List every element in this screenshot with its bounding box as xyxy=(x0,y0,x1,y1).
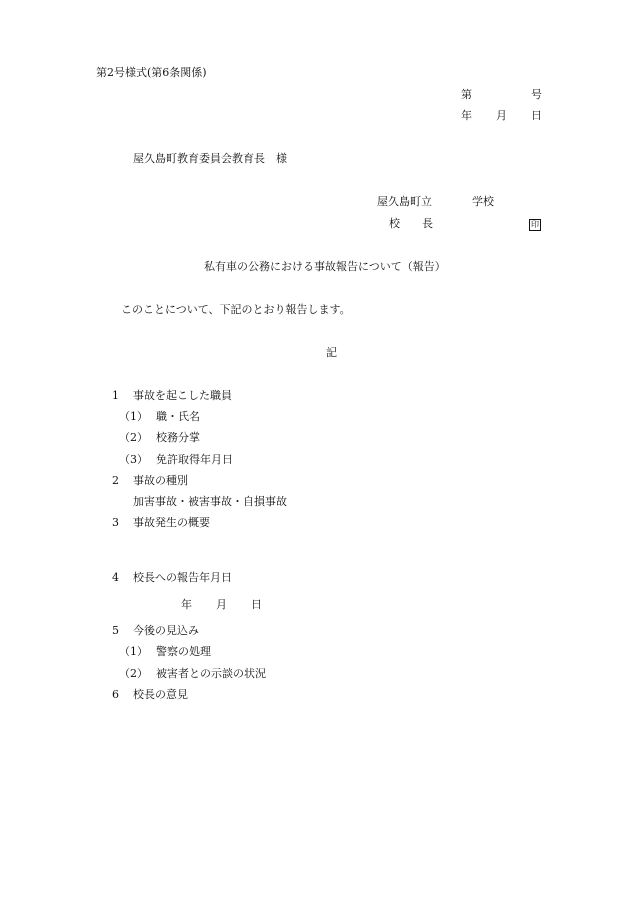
item-2-text: 加害事故・被害事故・自損事故 xyxy=(133,495,287,508)
item-3-label: 事故発生の概要 xyxy=(133,516,210,529)
item-1-2-num: （2） xyxy=(119,431,148,444)
item-1-num: 1 xyxy=(112,389,119,402)
intro-text: このことについて、下記のとおり報告します。 xyxy=(121,303,351,316)
doc-date-year: 年 xyxy=(461,109,472,122)
principal-label: 校 長 xyxy=(389,217,433,230)
doc-date-day: 日 xyxy=(531,109,542,122)
item-3-num: 3 xyxy=(112,516,119,529)
item-1-1-num: （1） xyxy=(119,410,148,423)
doc-number-dai: 第 xyxy=(461,88,472,101)
item-1-1-label: 職・氏名 xyxy=(156,410,200,423)
ki-heading: 記 xyxy=(326,346,337,359)
document-title: 私有車の公務における事故報告について（報告） xyxy=(204,260,446,273)
item-6-num: 6 xyxy=(112,688,119,701)
item-4-num: 4 xyxy=(112,571,119,584)
sender-school-prefix: 屋久島町立 xyxy=(377,195,432,208)
sender-school-suffix: 学校 xyxy=(472,195,494,208)
item-1-3-num: （3） xyxy=(119,453,148,466)
item-2-label: 事故の種別 xyxy=(133,474,188,487)
item-1-2-label: 校務分掌 xyxy=(156,431,200,444)
item-5-1-num: （1） xyxy=(119,645,148,658)
item-1-3-label: 免許取得年月日 xyxy=(156,453,233,466)
item-5-num: 5 xyxy=(112,624,119,637)
item-5-1-label: 警察の処理 xyxy=(156,645,211,658)
item-2-num: 2 xyxy=(112,474,119,487)
item-4-date-month: 月 xyxy=(216,598,227,611)
item-1-label: 事故を起こした職員 xyxy=(133,389,232,402)
seal-icon: 印 xyxy=(531,220,539,229)
item-4-label: 校長への報告年月日 xyxy=(133,571,232,584)
doc-date-month: 月 xyxy=(496,109,507,122)
item-5-label: 今後の見込み xyxy=(133,624,199,637)
item-4-date-year: 年 xyxy=(181,598,192,611)
item-4-date-day: 日 xyxy=(251,598,262,611)
item-6-label: 校長の意見 xyxy=(133,688,188,701)
addressee: 屋久島町教育委員会教育長 様 xyxy=(133,152,287,165)
seal-mark xyxy=(529,218,541,231)
doc-number-go: 号 xyxy=(531,88,542,101)
item-5-2-label: 被害者との示談の状況 xyxy=(156,667,266,680)
form-label: 第2号様式(第6条関係) xyxy=(96,66,207,79)
item-5-2-num: （2） xyxy=(119,667,148,680)
